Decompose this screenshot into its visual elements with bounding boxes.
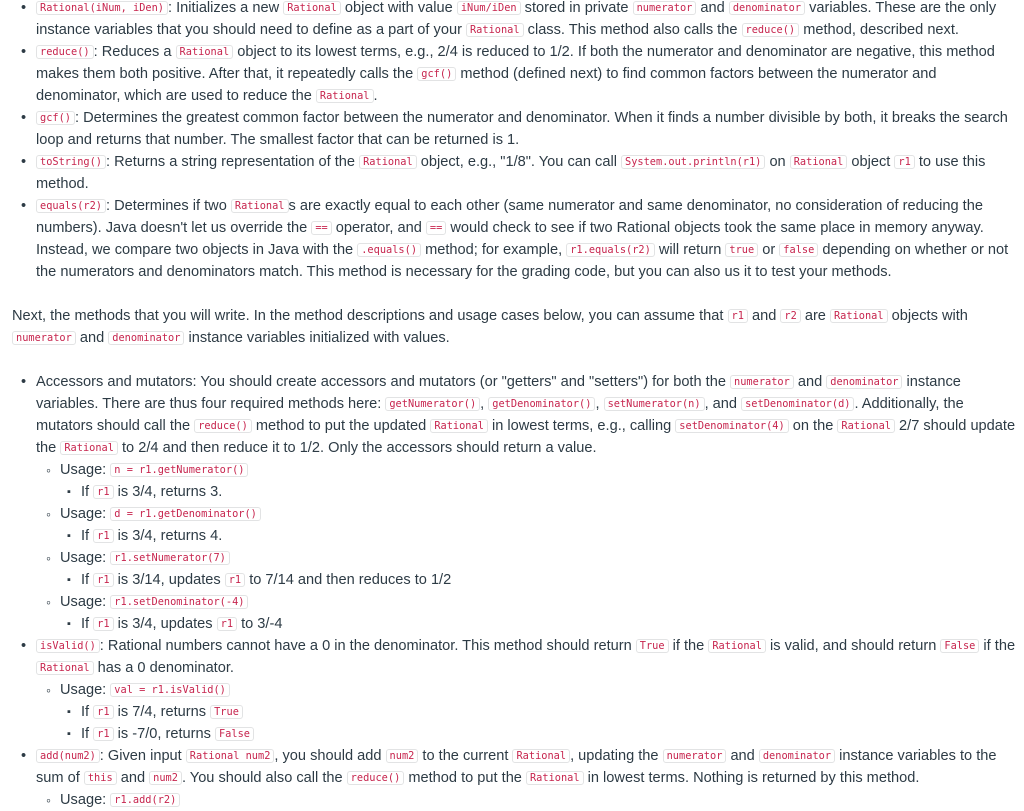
text-run: , you should add xyxy=(274,748,386,764)
text-run: class. This method also calls the xyxy=(523,22,742,38)
text-run: and xyxy=(116,770,150,786)
text-run: to 2/4 and then reduce it to 1/2. Only the accessors should return a value. xyxy=(117,440,597,456)
text-run: , xyxy=(480,396,489,412)
method-item-constructor xyxy=(36,0,1018,41)
text-run: : Determines if two xyxy=(106,198,231,214)
text-run: Usage: xyxy=(60,594,111,610)
text-run: . xyxy=(373,88,378,104)
inline-code: r1 xyxy=(93,573,113,587)
example-item xyxy=(81,569,1018,591)
text-run: instance variables. There are thus four required methods here: xyxy=(36,374,961,412)
inline-code: setDenominator(4) xyxy=(675,419,788,433)
text-run: to use this method. xyxy=(36,154,986,192)
text-run: on xyxy=(765,154,790,170)
inline-code: denominator xyxy=(759,749,835,763)
inline-code: denominator xyxy=(108,331,184,345)
text-run: and xyxy=(793,374,827,390)
text-run: in lowest terms, e.g., calling xyxy=(487,418,676,434)
example-item xyxy=(81,481,1018,503)
text-run: object xyxy=(847,154,895,170)
inline-code: add(num2) xyxy=(36,749,100,763)
text-run: objects with xyxy=(887,308,968,324)
text-run: if the xyxy=(668,638,709,654)
usage-item xyxy=(60,591,1018,635)
inline-code: Rational xyxy=(430,419,488,433)
text-run: operator, and xyxy=(331,220,426,236)
inline-code: Rational num2 xyxy=(186,749,275,763)
usage-text xyxy=(60,591,1018,613)
usage-item xyxy=(60,459,1018,503)
text-run: and xyxy=(747,308,781,324)
inline-code: True xyxy=(210,705,243,719)
inline-code: r1.setDenominator(-4) xyxy=(110,595,248,609)
inline-code: .equals() xyxy=(357,243,421,257)
inline-code: reduce() xyxy=(347,771,405,785)
accessors-mutators-text xyxy=(36,371,1018,459)
text-run: on the xyxy=(788,418,838,434)
text-run: If xyxy=(81,528,94,544)
inline-code: Rational xyxy=(466,23,524,37)
inline-code: reduce() xyxy=(742,23,800,37)
inline-code: true xyxy=(725,243,758,257)
inline-code: denominator xyxy=(826,375,902,389)
method-item-tostring xyxy=(36,151,1018,195)
inline-code: setNumerator(n) xyxy=(604,397,705,411)
inline-code: reduce() xyxy=(36,45,94,59)
inline-code: Rational xyxy=(36,661,94,675)
text-run: is 3/4, returns 4. xyxy=(113,528,223,544)
inline-code: false xyxy=(779,243,818,257)
usage-item xyxy=(60,547,1018,591)
inline-code: this xyxy=(84,771,117,785)
text-run: depending on whether or not the numerators and denominators match. This method is necessary for the grading code, but you can also us it to test your methods. xyxy=(36,242,1009,280)
text-run: is 3/4, returns 3. xyxy=(113,484,223,500)
inline-code: r1 xyxy=(93,705,113,719)
text-run: is valid, and should return xyxy=(765,638,941,654)
text-run: is -7/0, returns xyxy=(113,726,215,742)
text-run: Usage: xyxy=(60,462,111,478)
text-run: method to put the xyxy=(404,770,526,786)
inline-code: Rational(iNum, iDen) xyxy=(36,1,168,15)
text-run: if the xyxy=(979,638,1016,654)
text-run: has a 0 denominator. xyxy=(93,660,234,676)
text-run: : Rational numbers cannot have a 0 in the denominator. This method should return xyxy=(99,638,636,654)
inline-code: isValid() xyxy=(36,639,100,653)
inline-code: r1.equals(r2) xyxy=(566,243,655,257)
inline-code: Rational xyxy=(790,155,848,169)
inline-code: r1 xyxy=(225,573,245,587)
example-item xyxy=(81,525,1018,547)
text-run: object, e.g., "1/8". You can call xyxy=(416,154,621,170)
inline-code: toString() xyxy=(36,155,106,169)
add-text xyxy=(36,745,1018,789)
inline-code: Rational xyxy=(359,155,417,169)
usage-text xyxy=(60,459,1018,481)
text-run: s are exactly equal to each other (same numerator and same denominator, no consideration of reducing the numbers). Java doesn't let us override the xyxy=(36,198,983,236)
method-item-gcf xyxy=(36,107,1018,151)
text-run: would check to see if two Rational objects took the same place in memory anyway. Instead, we compare two objects in Java with the xyxy=(36,220,984,258)
inline-code: == xyxy=(311,221,331,235)
inline-code: d = r1.getDenominator() xyxy=(110,507,261,521)
inline-code: setDenominator(d) xyxy=(741,397,854,411)
method-item-add xyxy=(36,745,1018,811)
example-item xyxy=(81,701,1018,723)
text-run: , updating the xyxy=(570,748,663,764)
inline-code: Rational xyxy=(316,89,374,103)
usage-text xyxy=(60,547,1018,569)
text-run: object with value xyxy=(340,0,457,16)
base-methods-list xyxy=(12,0,1018,283)
usage-item xyxy=(60,679,1018,745)
text-run: Usage: xyxy=(60,682,111,698)
inline-code: Rational xyxy=(708,639,766,653)
inline-code: r2 xyxy=(780,309,800,323)
text-run: is 3/4, updates xyxy=(113,616,217,632)
usage-item xyxy=(60,789,1018,811)
inline-code: Rational xyxy=(526,771,584,785)
inline-code: System.out.println(r1) xyxy=(621,155,765,169)
inline-code: numerator xyxy=(12,331,76,345)
usage-list xyxy=(36,459,1018,635)
inline-code: r1 xyxy=(93,617,113,631)
inline-code: r1 xyxy=(93,727,113,741)
inline-code: gcf() xyxy=(417,67,456,81)
text-run: Next, the methods that you will write. In the method descriptions and usage cases below, you can assume that xyxy=(12,308,728,324)
text-run: to the current xyxy=(418,748,513,764)
text-run: If xyxy=(81,572,94,588)
text-run: instance variables to the sum of xyxy=(36,748,997,786)
inline-code: r1 xyxy=(93,485,113,499)
inline-code: numerator xyxy=(633,1,697,15)
text-run: instance variables initialized with values. xyxy=(184,330,450,346)
example-list xyxy=(60,701,1018,745)
text-run: in lowest terms. Nothing is returned by this method. xyxy=(583,770,920,786)
text-run: : Initializes a new xyxy=(168,0,284,16)
text-run: to 7/14 and then reduces to 1/2 xyxy=(245,572,452,588)
example-list xyxy=(60,569,1018,591)
method-item-equals xyxy=(36,195,1018,283)
inline-code: True xyxy=(636,639,669,653)
inline-code: r1 xyxy=(217,617,237,631)
inline-code: gcf() xyxy=(36,111,75,125)
text-run: and xyxy=(726,748,759,764)
text-run: will return xyxy=(654,242,726,258)
inline-code: r1.add(r2) xyxy=(110,793,180,807)
inline-code: num2 xyxy=(149,771,182,785)
usage-text xyxy=(60,789,1018,811)
text-run: . Additionally, the mutators should call the xyxy=(36,396,964,434)
text-run: to 3/-4 xyxy=(237,616,283,632)
example-list xyxy=(60,613,1018,635)
inline-code: Rational xyxy=(830,309,888,323)
text-run: If xyxy=(81,726,94,742)
inline-code: Rational xyxy=(60,441,118,455)
text-run: If xyxy=(81,484,94,500)
inline-code: num2 xyxy=(386,749,419,763)
text-run: is 3/14, updates xyxy=(113,572,225,588)
text-run: and xyxy=(75,330,109,346)
method-item-reduce xyxy=(36,41,1018,107)
text-run: If xyxy=(81,704,94,720)
inline-code: r1 xyxy=(894,155,914,169)
method-item-accessors-mutators xyxy=(36,371,1018,635)
usage-text xyxy=(60,503,1018,525)
text-run: is 7/4, returns xyxy=(113,704,211,720)
text-run: 2/7 should update the xyxy=(36,418,1016,456)
inline-code: r1 xyxy=(93,529,113,543)
text-run: , and xyxy=(704,396,742,412)
usage-text xyxy=(60,679,1018,701)
method-item-isvalid xyxy=(36,635,1018,745)
inline-code: reduce() xyxy=(194,419,252,433)
inline-code: False xyxy=(215,727,254,741)
inline-code: r1.setNumerator(7) xyxy=(110,551,230,565)
inline-code: numerator xyxy=(663,749,727,763)
inline-code: getNumerator() xyxy=(385,397,480,411)
text-run: method, described next. xyxy=(799,22,959,38)
inline-code: False xyxy=(940,639,979,653)
usage-list xyxy=(36,789,1018,811)
usage-list xyxy=(36,679,1018,745)
text-run: and xyxy=(696,0,729,16)
text-run: method (defined next) to find common factors between the numerator and denominator, which are used to reduce the xyxy=(36,66,937,104)
inline-code: == xyxy=(426,221,446,235)
inline-code: getDenominator() xyxy=(488,397,595,411)
inline-code: Rational xyxy=(512,749,570,763)
text-run: : Returns a string representation of the xyxy=(106,154,360,170)
text-run: Usage: xyxy=(60,550,111,566)
text-run: If xyxy=(81,616,94,632)
text-run: : Determines the greatest common factor between the numerator and denominator. When it finds a number divisible by both, it breaks the search loop and returns that number. The smallest factor that can be returned is 1. xyxy=(36,110,1008,148)
example-list xyxy=(60,525,1018,547)
inline-code: equals(r2) xyxy=(36,199,106,213)
inline-code: r1 xyxy=(728,309,748,323)
inline-code: val = r1.isValid() xyxy=(110,683,230,697)
inline-code: Rational xyxy=(283,1,341,15)
text-run: stored in private xyxy=(520,0,633,16)
text-run: Usage: xyxy=(60,792,111,808)
isvalid-text xyxy=(36,635,1018,679)
student-methods-list xyxy=(12,371,1018,811)
text-run: method to put the updated xyxy=(251,418,431,434)
text-run: variables. These are the only instance variables that you should need to define as a part of your xyxy=(36,0,997,38)
inline-code: numerator xyxy=(730,375,794,389)
text-run: : Reduces a xyxy=(93,44,176,60)
example-item xyxy=(81,613,1018,635)
text-run: . You should also call the xyxy=(181,770,347,786)
inline-code: iNum/iDen xyxy=(457,1,521,15)
text-run: object to its lowest terms, e.g., 2/4 is reduced to 1/2. If both the numerator and denominator are negative, this method makes them both positive. After that, it repeatedly calls the xyxy=(36,44,995,82)
inline-code: denominator xyxy=(729,1,805,15)
inline-code: Rational xyxy=(837,419,895,433)
inline-code: Rational xyxy=(176,45,234,59)
text-run: or xyxy=(758,242,780,258)
text-run: are xyxy=(800,308,830,324)
intro-paragraph xyxy=(12,305,1018,349)
text-run: : Given input xyxy=(99,748,186,764)
text-run: Usage: xyxy=(60,506,111,522)
usage-item xyxy=(60,503,1018,547)
inline-code: n = r1.getNumerator() xyxy=(110,463,248,477)
text-run: , xyxy=(595,396,604,412)
text-run: Accessors and mutators: You should create accessors and mutators (or "getters" and "setters") for both the xyxy=(36,374,731,390)
example-item xyxy=(81,723,1018,745)
example-list xyxy=(60,481,1018,503)
text-run: method; for example, xyxy=(421,242,567,258)
inline-code: Rational xyxy=(231,199,289,213)
